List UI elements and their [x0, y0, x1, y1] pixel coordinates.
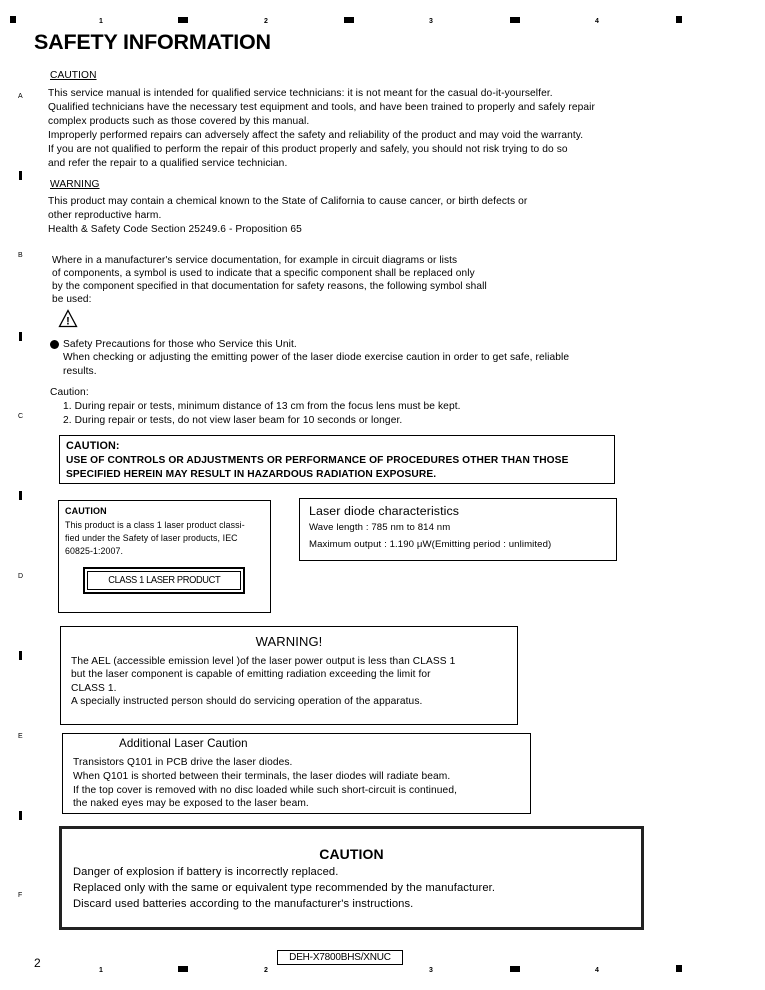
class1-laser-label-text: CLASS 1 LASER PRODUCT — [107, 575, 221, 586]
laser-characteristics-line: Wave length : 785 nm to 814 nm — [309, 522, 451, 533]
precautions-heading: Safety Precautions for those who Service this Unit. — [63, 339, 297, 350]
frame-mark — [344, 17, 354, 23]
column-number: 2 — [264, 967, 268, 974]
additional-laser-caution-line: When Q101 is shorted between their terminals, the laser diodes will radiate beam. — [73, 771, 451, 782]
symbol-note-line: be used: — [52, 294, 92, 305]
ael-warning-line: CLASS 1. — [71, 683, 117, 694]
ael-warning-line: The AEL (accessible emission level )of the laser power output is less than CLASS 1 — [71, 656, 456, 667]
row-letter: C — [18, 413, 24, 420]
column-number: 2 — [264, 18, 268, 25]
frame-mark — [19, 332, 22, 341]
row-letter: A — [18, 93, 23, 100]
caution-line: Improperly performed repairs can adversely affect the safety and reliability of the product and may void the warranty. — [48, 130, 584, 141]
laser-characteristics-line: Maximum output : 1.190 μW(Emitting period : unlimited) — [309, 539, 552, 550]
class1-caution-line: 60825-1:2007. — [65, 546, 124, 556]
column-number: 1 — [99, 18, 103, 25]
page-title: SAFETY INFORMATION — [34, 30, 271, 54]
laser-characteristics-box — [299, 498, 617, 561]
row-letter: D — [18, 573, 24, 580]
precautions-line: results. — [63, 366, 97, 377]
symbol-note-line: Where in a manufacturer's service documentation, for example in circuit diagrams or lists — [52, 255, 458, 266]
column-number: 4 — [595, 18, 599, 25]
frame-mark — [676, 16, 682, 23]
class1-caution-box — [58, 500, 271, 613]
safety-symbol-glyph: ! — [66, 315, 70, 328]
column-number: 3 — [429, 967, 433, 974]
ael-warning-box — [60, 626, 518, 725]
precautions-item: 2. During repair or tests, do not view laser beam for 10 seconds or longer. — [63, 415, 403, 426]
column-number: 3 — [429, 18, 433, 25]
column-number: 4 — [595, 967, 599, 974]
battery-caution-heading: CAUTION — [319, 846, 384, 862]
warning-line: other reproductive harm. — [48, 210, 162, 221]
frame-mark — [178, 17, 188, 23]
radiation-caution-heading: CAUTION: — [66, 440, 120, 452]
additional-laser-caution-heading: Additional Laser Caution — [119, 737, 248, 750]
warning-line: Health & Safety Code Section 25249.6 - Proposition 65 — [48, 224, 302, 235]
page-number: 2 — [34, 956, 41, 970]
additional-laser-caution-line: If the top cover is removed with no disc loaded while such short-circuit is continued, — [73, 785, 458, 796]
model-number-text: DEH-X7800BHS/XNUC — [289, 952, 391, 963]
battery-caution-line: Discard used batteries according to the manufacturer's instructions. — [73, 898, 414, 910]
battery-caution-box — [59, 826, 644, 930]
frame-mark — [19, 491, 22, 500]
bullet-icon — [50, 340, 59, 349]
radiation-caution-box — [59, 435, 615, 484]
caution-heading: CAUTION — [50, 70, 97, 81]
frame-mark — [178, 966, 188, 972]
frame-mark — [19, 811, 22, 820]
caution-line: complex products such as those covered by this manual. — [48, 116, 310, 127]
model-number-label — [277, 950, 403, 965]
battery-caution-line: Replaced only with the same or equivalent type recommended by the manufacturer. — [73, 882, 496, 894]
caution-line: Qualified technicians have the necessary test equipment and tools, and have been trained to properly and safely repair — [48, 102, 595, 113]
safety-warning-symbol-icon — [58, 309, 78, 328]
frame-mark — [10, 16, 16, 23]
additional-laser-caution-line: Transistors Q101 in PCB drive the laser diodes. — [73, 757, 293, 768]
class1-laser-label — [83, 567, 245, 594]
row-letter: B — [18, 252, 23, 259]
radiation-caution-line: USE OF CONTROLS OR ADJUSTMENTS OR PERFORMANCE OF PROCEDURES OTHER THAN THOSE — [66, 455, 569, 466]
class1-caution-line: fied under the Safety of laser products, IEC — [65, 533, 238, 543]
radiation-caution-line: SPECIFIED HEREIN MAY RESULT IN HAZARDOUS RADIATION EXPOSURE. — [66, 469, 437, 480]
symbol-note-line: by the component specified in that documentation for safety reasons, the following symbol shall — [52, 281, 487, 292]
row-letter: E — [18, 733, 23, 740]
class1-caution-heading: CAUTION — [65, 506, 107, 516]
frame-mark — [510, 966, 520, 972]
ael-warning-line: but the laser component is capable of emitting radiation exceeding the limit for — [71, 669, 431, 680]
caution-line: and refer the repair to a qualified service technician. — [48, 158, 288, 169]
caution-line: This service manual is intended for qualified service technicians: it is not meant for the casual do-it-yourselfer. — [48, 88, 553, 99]
frame-mark — [510, 17, 520, 23]
warning-heading: WARNING — [50, 179, 100, 190]
frame-mark — [676, 965, 682, 972]
ael-warning-heading: WARNING! — [255, 634, 323, 649]
row-letter: F — [18, 892, 23, 899]
precautions-item: 1. During repair or tests, minimum distance of 13 cm from the focus lens must be kept. — [63, 401, 461, 412]
precautions-line: When checking or adjusting the emitting power of the laser diode exercise caution in order to get safe, reliable — [63, 352, 570, 363]
class1-caution-line: This product is a class 1 laser product classi- — [65, 520, 245, 530]
symbol-note-line: of components, a symbol is used to indicate that a specific component shall be replaced only — [52, 268, 475, 279]
laser-characteristics-heading: Laser diode characteristics — [309, 504, 460, 518]
precautions-caution-label: Caution: — [50, 387, 89, 398]
column-number: 1 — [99, 967, 103, 974]
frame-mark — [19, 171, 22, 180]
frame-mark — [19, 651, 22, 660]
caution-line: If you are not qualified to perform the repair of this product properly and safely, you should not risk trying to do so — [48, 144, 568, 155]
battery-caution-line: Danger of explosion if battery is incorrectly replaced. — [73, 866, 339, 878]
additional-laser-caution-box — [62, 733, 531, 814]
warning-line: This product may contain a chemical known to the State of California to cause cancer, or birth defects or — [48, 196, 528, 207]
ael-warning-line: A specially instructed person should do servicing operation of the apparatus. — [71, 696, 423, 707]
additional-laser-caution-line: the naked eyes may be exposed to the laser beam. — [73, 798, 309, 809]
